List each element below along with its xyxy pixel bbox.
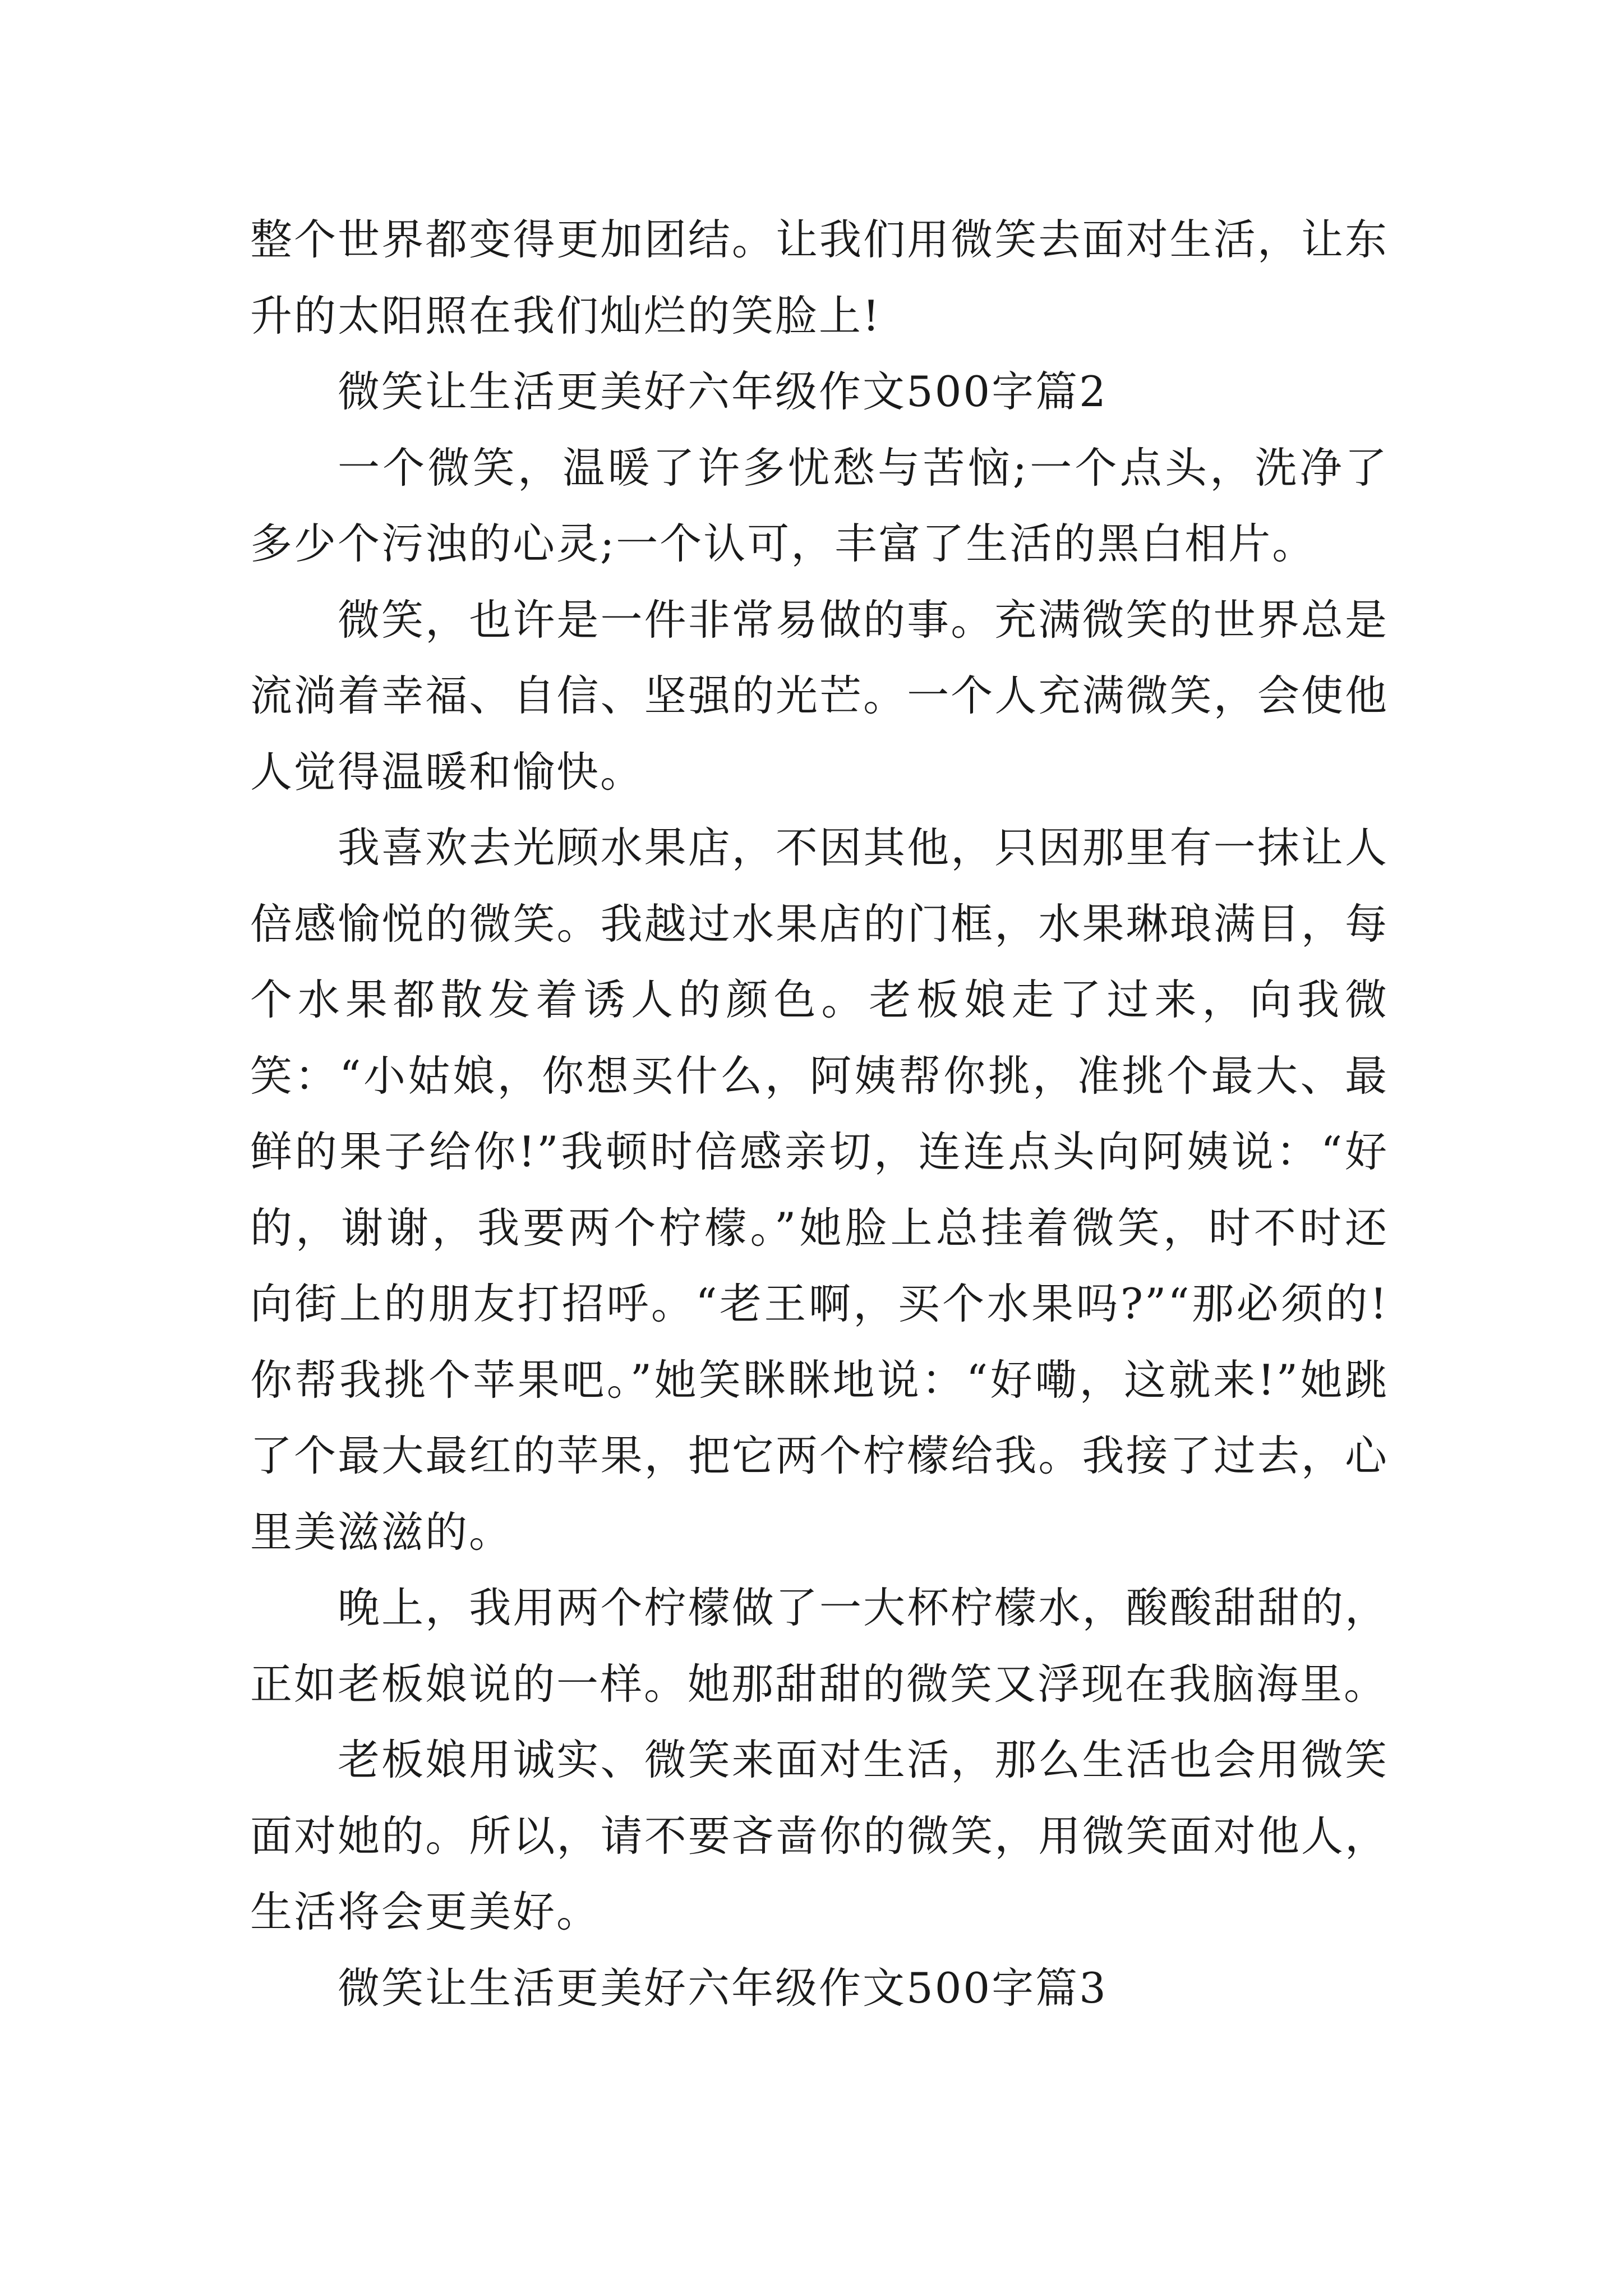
section-heading-3: 微笑让生活更美好六年级作文500字篇3 <box>338 1963 1108 2013</box>
paragraph: 一个微笑，温暖了许多忧愁与苦恼;一个点头，洗净了多少个污浊的心灵;一个认可，丰富了生活的黑白相片。 <box>250 443 1389 568</box>
document-body <box>250 202 1389 2026</box>
paragraph: 微笑，也许是一件非常易做的事。充满微笑的世界总是流淌着幸福、自信、坚强的光芒。一个人充满微笑，会使他人觉得温暖和愉快。 <box>250 595 1389 797</box>
paragraph: 晚上，我用两个柠檬做了一大杯柠檬水，酸酸甜甜的，正如老板娘说的一样。她那甜甜的微笑又浮现在我脑海里。 <box>250 1583 1389 1709</box>
section-heading-2: 微笑让生活更美好六年级作文500字篇2 <box>338 367 1108 416</box>
paragraph: 我喜欢去光顾水果店，不因其他，只因那里有一抹让人倍感愉悦的微笑。我越过水果店的门框，水果琳琅满目，每个水果都散发着诱人的颜色。老板娘走了过来，向我微笑：“小姑娘，你想买什么，阿姨帮你挑，准挑个最大、最鲜的果子给你!”我顿时倍感亲切，连连点头向阿姨说：“好的，谢谢，我要两个柠檬。”她脸上总挂着微笑，时不时还向街上的朋友打招呼。“老王啊，买个水果吗?”“那必须的!你帮我挑个苹果吧。”她笑眯眯地说：“好嘞，这就来!”她跳了个最大最红的苹果，把它两个柠檬给我。我接了过去，心里美滋滋的。 <box>250 823 1389 1557</box>
paragraph: 老板娘用诚实、微笑来面对生活，那么生活也会用微笑面对她的。所以，请不要吝啬你的微笑，用微笑面对他人，生活将会更美好。 <box>250 1735 1389 1936</box>
paragraph-intro-continued: 整个世界都变得更加团结。让我们用微笑去面对生活，让东升的太阳照在我们灿烂的笑脸上! <box>250 215 1389 341</box>
